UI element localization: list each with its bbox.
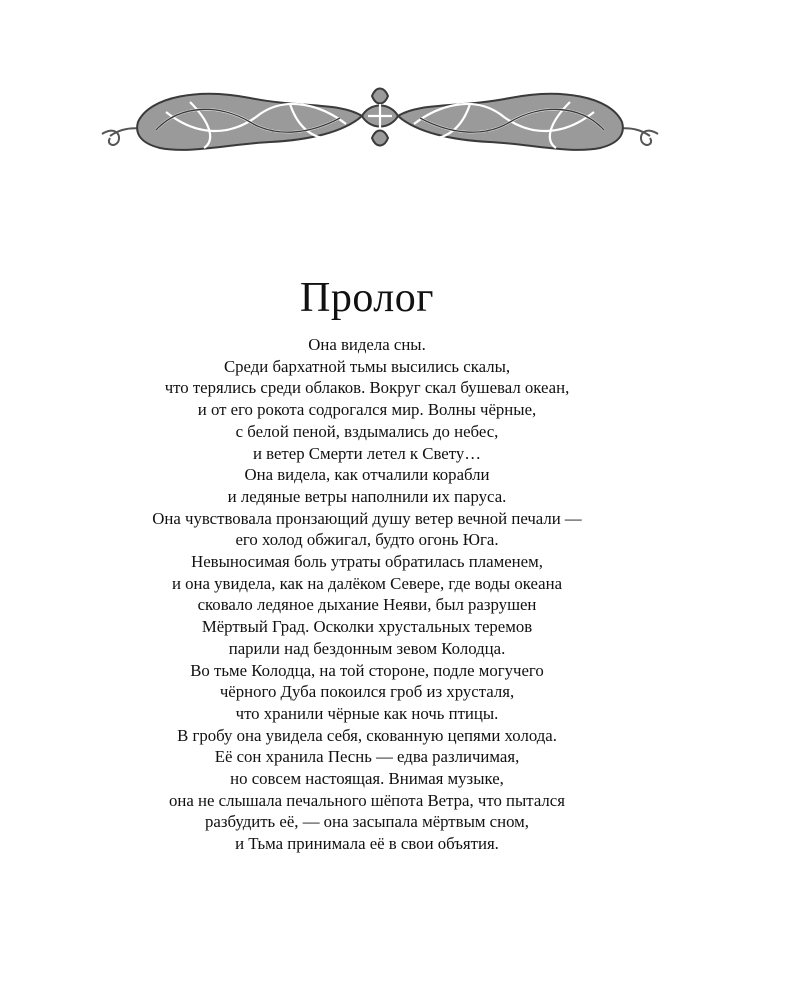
text-line: В гробу она увидела себя, скованную цепями холода. [177, 725, 557, 745]
text-line: Она чувствовала пронзающий душу ветер вечной печали — [152, 508, 582, 528]
text-line: что хранили чёрные как ночь птицы. [235, 703, 499, 723]
text-line: Среди бархатной тьмы высились скалы, [223, 356, 511, 376]
text-line: Она видела, как отчалили корабли [244, 465, 490, 485]
celtic-knot-ornament-icon [100, 82, 660, 162]
text-line: сковало ледяное дыхание Неяви, был разрушен [197, 595, 537, 615]
text-line: Она видела сны. [308, 335, 426, 354]
text-line: разбудить её, — она засыпала мёртвым сном, [205, 812, 529, 832]
text-line: она не слышала печального шёпота Ветра, что пытался [169, 790, 565, 810]
text-line: и Тьма принимала её в свои объятия. [235, 834, 499, 854]
text-line: Её сон хранила Песнь — едва различимая, [214, 747, 520, 767]
text-line: с белой пеной, вздымались до небес, [235, 421, 499, 441]
text-line: его холод обжигал, будто огонь Юга. [235, 530, 499, 550]
text-line: парили над бездонным зевом Колодца. [228, 638, 506, 658]
chapter-title: Пролог [300, 275, 434, 321]
text-line: и от его рокота содрогался мир. Волны чёрные, [197, 400, 537, 420]
text-line: но совсем настоящая. Внимая музыке, [230, 769, 504, 789]
text-line: Невыносимая боль утраты обратилась пламенем, [191, 552, 543, 572]
prologue-text [60, 334, 674, 855]
text-line: и ветер Смерти летел к Свету… [252, 443, 482, 463]
text-line: что терялись среди облаков. Вокруг скал бушевал океан, [164, 378, 570, 398]
text-line: и она увидела, как на далёком Севере, где воды океана [171, 573, 563, 593]
text-line: чёрного Дуба покоился гроб из хрусталя, [219, 682, 515, 702]
text-line: Мёртвый Град. Осколки хрустальных теремов [201, 617, 533, 637]
text-line: Во тьме Колодца, на той стороне, подле могучего [190, 660, 544, 680]
text-line: и ледяные ветры наполнили их паруса. [227, 486, 507, 506]
